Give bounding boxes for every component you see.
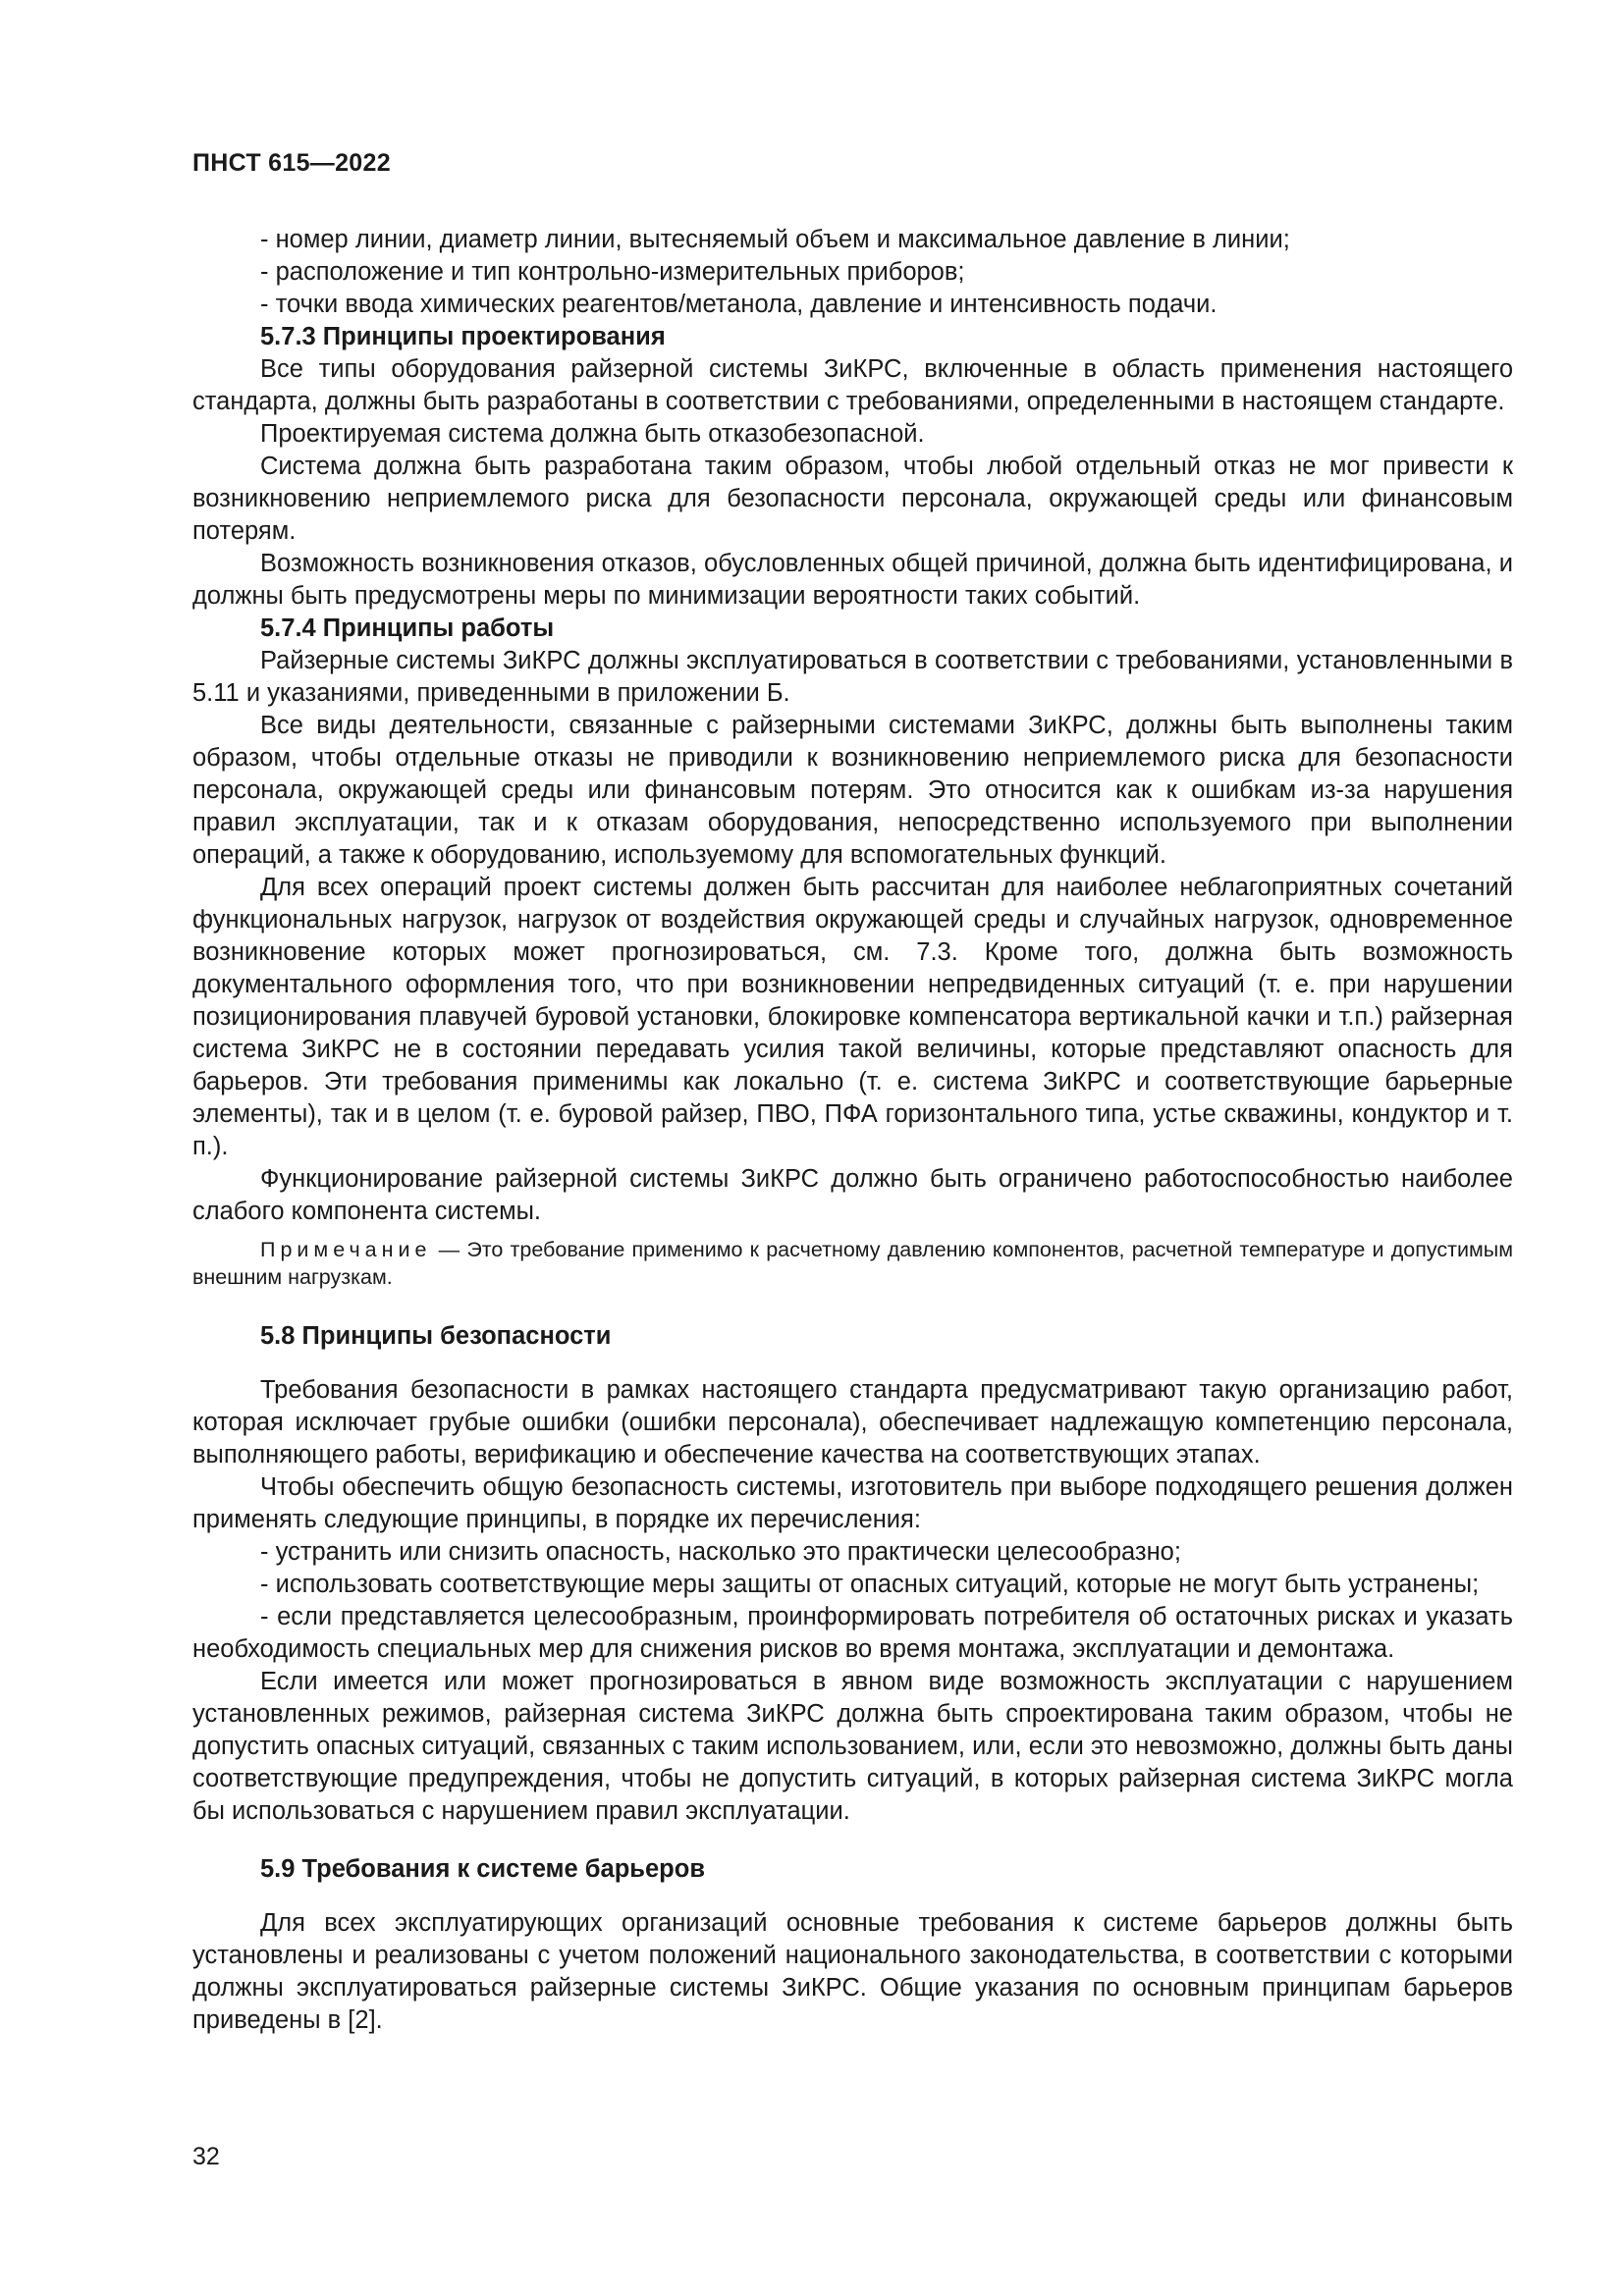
paragraph: Все типы оборудования райзерной системы ЗиКРС, включенные в область применения настоящего стандарта, должны быть разработаны в соответствии с требованиями, определенными в настоящем стандарте. xyxy=(192,355,1513,415)
paragraph: Для всех эксплуатирующих организаций основные требования к системе барьеров должны быть установлены и реализованы с учетом положений национального законодательства, в соответствии с которыми должны эксплуатироваться райзерные системы ЗиКРС. Общие указания по основным принципам барьеров приведены в [2]. xyxy=(192,1909,1513,2034)
note-text: — Это требование применимо к расчетному давлению компонентов, расчетной температуре и допустимым внешним нагрузкам. xyxy=(192,1238,1513,1289)
list-item: - если представляется целесообразным, проинформировать потребителя об остаточных рисках и указать необходимость специальных мер для снижения рисков во время монтажа, эксплуатации и демонтажа. xyxy=(192,1603,1513,1663)
paragraph: Все виды деятельности, связанные с райзерными системами ЗиКРС, должны быть выполнены таким образом, чтобы отдельные отказы не приводили к возникновению неприемлемого риска для безопасности персонала, окружающей среды или финансовым потерям. Это относится как к ошибкам из-за нарушения правил эксплуатации, так и к отказам оборудования, непосредственно используемого при выполнении операций, а также к оборудованию, используемому для вспомогательных функций. xyxy=(192,712,1513,869)
paragraph: Возможность возникновения отказов, обусловленных общей причиной, должна быть идентифицирована, и должны быть предусмотрены меры по минимизации вероятности таких событий. xyxy=(192,550,1513,610)
page-body xyxy=(192,224,1513,2037)
document-page xyxy=(192,0,1513,2296)
heading-5-8: 5.8 Принципы безопасности xyxy=(260,1322,612,1350)
list-item: - использовать соответствующие меры защиты от опасных ситуаций, которые не могут быть устранены; xyxy=(260,1571,1480,1598)
running-header-doc-code: ПНСТ 615—2022 xyxy=(192,149,391,177)
paragraph: Требования безопасности в рамках настоящего стандарта предусматривают такую организацию работ, которая исключает грубые ошибки (ошибки персонала), обеспечивает надлежащую компетенцию персонала, выполняющего работы, верификацию и обеспечение качества на соответствующих этапах. xyxy=(192,1376,1513,1468)
paragraph: Если имеется или может прогнозироваться в явном виде возможность эксплуатации с нарушением установленных режимов, райзерная система ЗиКРС должна быть спроектирована таким образом, чтобы не допустить опасных ситуаций, связанных с таким использованием, или, если это невозможно, должны быть даны соответствующие предупреждения, чтобы не допустить ситуаций, в которых райзерная система ЗиКРС могла бы использоваться с нарушением правил эксплуатации. xyxy=(192,1668,1513,1825)
paragraph: Проектируемая система должна быть отказобезопасной. xyxy=(260,420,925,448)
list-item: - устранить или снизить опасность, насколько это практически целесообразно; xyxy=(260,1538,1181,1566)
paragraph: Чтобы обеспечить общую безопасность системы, изготовитель при выборе подходящего решения должен применять следующие принципы, в порядке их перечисления: xyxy=(192,1473,1513,1533)
heading-5-7-3: 5.7.3 Принципы проектирования xyxy=(260,323,666,350)
paragraph: Для всех операций проект системы должен быть рассчитан для наиболее неблагоприятных сочетаний функциональных нагрузок, нагрузок от воздействия окружающей среды и случайных нагрузок, одновременное возникновение которых может прогнозироваться, см. 7.3. Кроме того, должна быть возможность документального оформления того, что при возникновении непредвиденных ситуаций (т. е. при нарушении позиционирования плавучей буровой установки, блокировке компенсатора вертикальной качки и т.п.) райзерная система ЗиКРС не в состоянии передавать усилия такой величины, которые представляют опасность для барьеров. Эти требования применимы как локально (т. е. система ЗиКРС и соответствующие барьерные элементы), так и в целом (т. е. буровой райзер, ПВО, ПФА горизонтального типа, устье скважины, кондуктор и т. п.). xyxy=(192,874,1513,1160)
paragraph: Райзерные системы ЗиКРС должны эксплуатироваться в соответствии с требованиями, установленными в 5.11 и указаниями, приведенными в приложении Б. xyxy=(192,647,1513,707)
list-item: - номер линии, диаметр линии, вытесняемый объем и максимальное давление в линии; xyxy=(260,226,1290,253)
heading-5-9: 5.9 Требования к системе барьеров xyxy=(260,1855,705,1883)
list-item: - точки ввода химических реагентов/метанола, давление и интенсивность подачи. xyxy=(260,291,1218,318)
note xyxy=(192,1236,1513,1291)
list-item: - расположение и тип контрольно-измерительных приборов; xyxy=(260,258,965,286)
paragraph: Функционирование райзерной системы ЗиКРС должно быть ограничено работоспособностью наиболее слабого компонента системы. xyxy=(192,1165,1513,1225)
heading-5-7-4: 5.7.4 Принципы работы xyxy=(260,614,555,642)
page-number: 32 xyxy=(192,2143,220,2170)
paragraph: Система должна быть разработана таким образом, чтобы любой отдельный отказ не мог привести к возникновению неприемлемого риска для безопасности персонала, окружающей среды или финансовым потерям. xyxy=(192,453,1513,545)
note-label: Примечание xyxy=(260,1238,432,1261)
